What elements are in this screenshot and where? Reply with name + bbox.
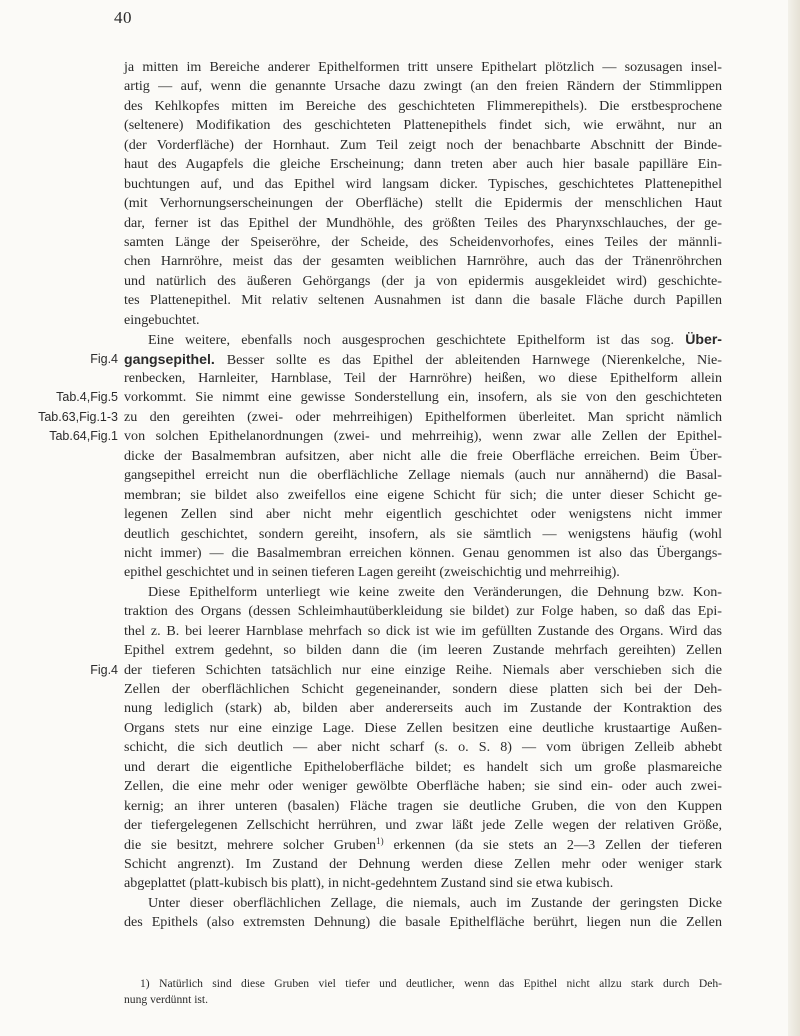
text-segment: gangsepithel erreicht nun die oberflächliche Zellage niemals (auch nur annähernd) die Basal- <box>124 467 722 484</box>
text-segment: kernig; an ihrer unteren (basalen) Fläche tragen sie deutliche Gruben, die von den Kuppen <box>124 797 722 814</box>
text-segment: der tiefergelegenen Zellschicht herrühren, und zwar läßt jede Zelle wegen der relativen Größe, <box>124 817 722 834</box>
text-line <box>124 58 722 77</box>
text-line <box>124 894 722 913</box>
text-segment: haut des Augapfels die gleiche Erscheinung; dann treten aber auch hier basale papilläre Ein- <box>124 156 722 173</box>
footnote-reference: 1) <box>376 835 384 846</box>
text-segment: chen Harnröhre, meist das der gesamten weiblichen Harnröhre, auch das der Tränenröhrchen <box>124 253 722 270</box>
text-line <box>124 913 722 932</box>
text-segment: artig — auf, wenn die genannte Ursache dazu zwingt (an den freien Rändern der Stimmlippen <box>124 78 722 95</box>
text-line <box>124 447 722 466</box>
text-segment: tes Plattenepithel. Mit relativ seltenen Ausnahmen ist dann die basale Fläche durch Papillen <box>124 292 722 309</box>
text-line <box>124 719 722 738</box>
text-segment: samten Länge der Speiseröhre, der Scheide, des Scheidenvorhofes, eines Teiles der männli- <box>124 233 722 250</box>
text-line <box>124 486 722 505</box>
text-line <box>124 369 722 388</box>
text-segment: Organs stets nur eine einzige Lage. Diese Zellen besitzen eine deutliche krustaartige Außen- <box>124 719 722 736</box>
text-segment: legenen Zellen sind aber nicht mehr eigentlich geschichtet oder wenigstens nicht immer <box>124 506 722 523</box>
text-line <box>124 583 722 602</box>
text-segment: Schicht angrenzt). Im Zustand der Dehnung werden diese Zellen mehr oder weniger stark <box>124 855 722 872</box>
text-segment: renbecken, Harnleiter, Harnblase, Teil der Harnröhre) heißen, wo diese Epithelform allein <box>124 370 722 386</box>
text-line <box>124 116 722 135</box>
text-segment: dicke der Basalmembran aufsitzen, aber nicht alle die freie Oberfläche erreichen. Beim Über- <box>124 447 722 464</box>
text-line <box>124 797 722 816</box>
text-line <box>124 622 722 641</box>
text-segment: von solchen Epithelanordnungen (zwei- und mehrreihig), wenn zwar alle Zellen der Epithel- <box>124 428 722 445</box>
text-line <box>124 874 722 893</box>
text-segment: membran; sie bildet also zweifellos eine eigene Schicht für sich; die unter dieser Schicht ge- <box>124 486 722 503</box>
text-line <box>124 155 722 174</box>
text-line <box>124 330 722 349</box>
text-line <box>124 699 722 718</box>
text-segment: nung verdünnt ist. <box>124 992 209 1006</box>
text-line <box>124 855 722 874</box>
text-line <box>124 291 722 310</box>
text-segment: Epithel extrem gedehnt, so bilden dann die (im leeren Zustande mehrfach gereihten) Zellen <box>124 642 722 659</box>
term-highlight: gangsepithel. <box>124 350 215 367</box>
text-segment: buchtungen auf, und das Epithel wird langsam dicker. Typisches, geschichtetes Plattenepithel <box>124 175 722 192</box>
text-segment: Besser sollte es das Epithel der ableitenden Harnwege (Nierenkelche, Nie- <box>214 351 722 368</box>
text-line <box>124 563 722 582</box>
figure-reference: Tab.63,Fig.1-3 <box>38 409 118 424</box>
text-line <box>90 350 722 369</box>
text-line <box>124 758 722 777</box>
text-segment: nicht immer) — die Basalmembran erreichen können. Genau genommen ist also das Übergangs- <box>124 544 722 561</box>
footnote-line <box>124 992 722 1008</box>
text-segment: vorkommt. Sie nimmt eine gewisse Sonderstellung ein, insofern, als sie von den geschichteten <box>124 389 722 406</box>
text-line <box>124 136 722 155</box>
text-line <box>124 97 722 116</box>
text-segment: Eine weitere, ebenfalls noch ausgesprochen geschichtete Epithelform ist das sog. <box>148 332 686 349</box>
text-line <box>124 836 722 855</box>
text-segment: des Kehlkopfes mitten im Bereiche des geschichteten Flimmerepithels). Die erstbesprochene <box>124 97 722 114</box>
text-line <box>90 661 722 680</box>
text-line <box>124 544 722 563</box>
text-segment: zu den gereihten (zwei- oder mehrreihigen) Epithelformen überleitet. Man spricht nämlich <box>124 408 722 425</box>
figure-reference: Fig.4 <box>90 662 118 677</box>
text-line <box>124 175 722 194</box>
text-segment: Zellen der oberflächlichen Schicht gegeneinander, sondern diese platten sich bei der Deh- <box>124 681 722 697</box>
text-segment: abgeplattet (platt-kubisch bis platt), in nicht-gedehntem Zustand sind sie etwa kubisch. <box>124 875 614 892</box>
text-segment: die sie besitzt, mehrere solcher Gruben <box>124 836 377 853</box>
text-line <box>124 505 722 524</box>
text-line <box>124 525 722 544</box>
text-line <box>124 214 722 233</box>
text-line <box>38 408 722 427</box>
text-segment: epithel geschichtet und in seinen tieferen Lagen gereiht (zweischichtig und mehrreihig). <box>124 564 620 581</box>
text-line <box>124 680 722 699</box>
figure-reference: Fig.4 <box>90 351 118 366</box>
text-segment: Diese Epithelform unterliegt wie keine zweite den Veränderungen, die Dehnung bzw. Kon- <box>148 583 722 600</box>
text-segment: des Epithels (also extremsten Dehnung) die basale Epithelfläche berührt, liegen nun die Zellen <box>124 914 722 931</box>
figure-reference: Tab.64,Fig.1 <box>49 429 118 444</box>
text-line <box>124 272 722 291</box>
body-text <box>38 58 722 933</box>
text-segment: der tieferen Schichten tatsächlich nur eine einzige Reihe. Niemals aber verschieben sich die <box>124 661 722 678</box>
text-line <box>124 641 722 660</box>
superscript <box>376 836 384 846</box>
text-segment: (seltenere) Modifikation des geschichteten Plattenepithels findet sich, wie erwähnt, nur an <box>124 117 722 134</box>
text-segment: deutlich geschichtet, sondern gereiht, insofern, als sie sämtlich — wenigstens häufig (wohl <box>124 525 722 542</box>
text-segment: Zellen, die eine mehr oder weniger gewölbte Oberfläche haben; sie sind ein- oder auch zwei- <box>124 778 722 795</box>
text-segment: schicht, die sich deutlich — aber nicht scharf (s. o. S. 8) — vom übrigen Zelleib abhebt <box>124 739 722 756</box>
text-line <box>124 194 722 213</box>
text-line <box>124 252 722 271</box>
text-line <box>124 738 722 757</box>
footnote <box>124 976 722 1007</box>
text-segment: dar, ferner ist das Epithel der Mundhöhle, des größten Teiles des Pharynxschlauches, der ge- <box>124 214 722 231</box>
text-segment: (der Vorderfläche) der Hornhaut. Zum Teil zeigt noch der benachbarte Abschnitt der Binde- <box>124 136 722 153</box>
text-segment: traktion des Organs (dessen Schleimhautüberkleidung sie bildet) zur Folge haben, so daß das Epi- <box>124 603 722 620</box>
text-line <box>124 816 722 835</box>
text-segment: und natürlich des äußeren Gehörgangs (der ja von epidermis ausgekleidet wird) geschichte- <box>124 272 722 289</box>
text-segment: Unter dieser oberflächlichen Zellage, die niemals, auch im Zustande der geringsten Dicke <box>148 894 722 911</box>
text-segment: und derart die eigentliche Epitheloberfläche bildet; es handelt sich um große plasmareiche <box>124 758 722 775</box>
text-segment: ja mitten im Bereiche anderer Epithelformen tritt unsere Epithelart plötzlich — sozusagen insel- <box>124 59 722 75</box>
figure-reference: Tab.4,Fig.5 <box>56 390 118 405</box>
text-line <box>124 466 722 485</box>
text-segment: Natürlich sind diese Gruben viel tiefer und deutlicher, wenn das Epithel nicht allzu stark durch Deh- <box>149 977 722 990</box>
text-segment: (mit Verhornungserscheinungen der Oberfläche) stellt die Epidermis der menschlichen Haut <box>124 195 722 212</box>
text-line <box>124 777 722 796</box>
footnote-marker: 1) <box>140 977 150 990</box>
text-line <box>56 388 722 407</box>
text-line <box>49 427 722 446</box>
text-segment: eingebuchtet. <box>124 311 200 328</box>
term-highlight: Über- <box>685 331 722 348</box>
text-line <box>124 77 722 96</box>
text-line <box>124 233 722 252</box>
text-segment: thel z. B. bei leerer Harnblase mehrfach so dick ist wie im gefüllten Zustande des Organs. Wird das <box>124 622 722 639</box>
page-number: 40 <box>114 8 132 27</box>
text-line <box>124 311 722 330</box>
footnote-line <box>124 976 722 992</box>
text-segment: nung lediglich (stark) ab, bilden aber andererseits auch im Zustande der Kontraktion des <box>124 700 722 717</box>
text-segment: erkennen (da sie stets an 2—3 Zellen der tieferen <box>383 836 722 853</box>
text-line <box>124 602 722 621</box>
page-edge-shadow <box>788 0 800 1036</box>
